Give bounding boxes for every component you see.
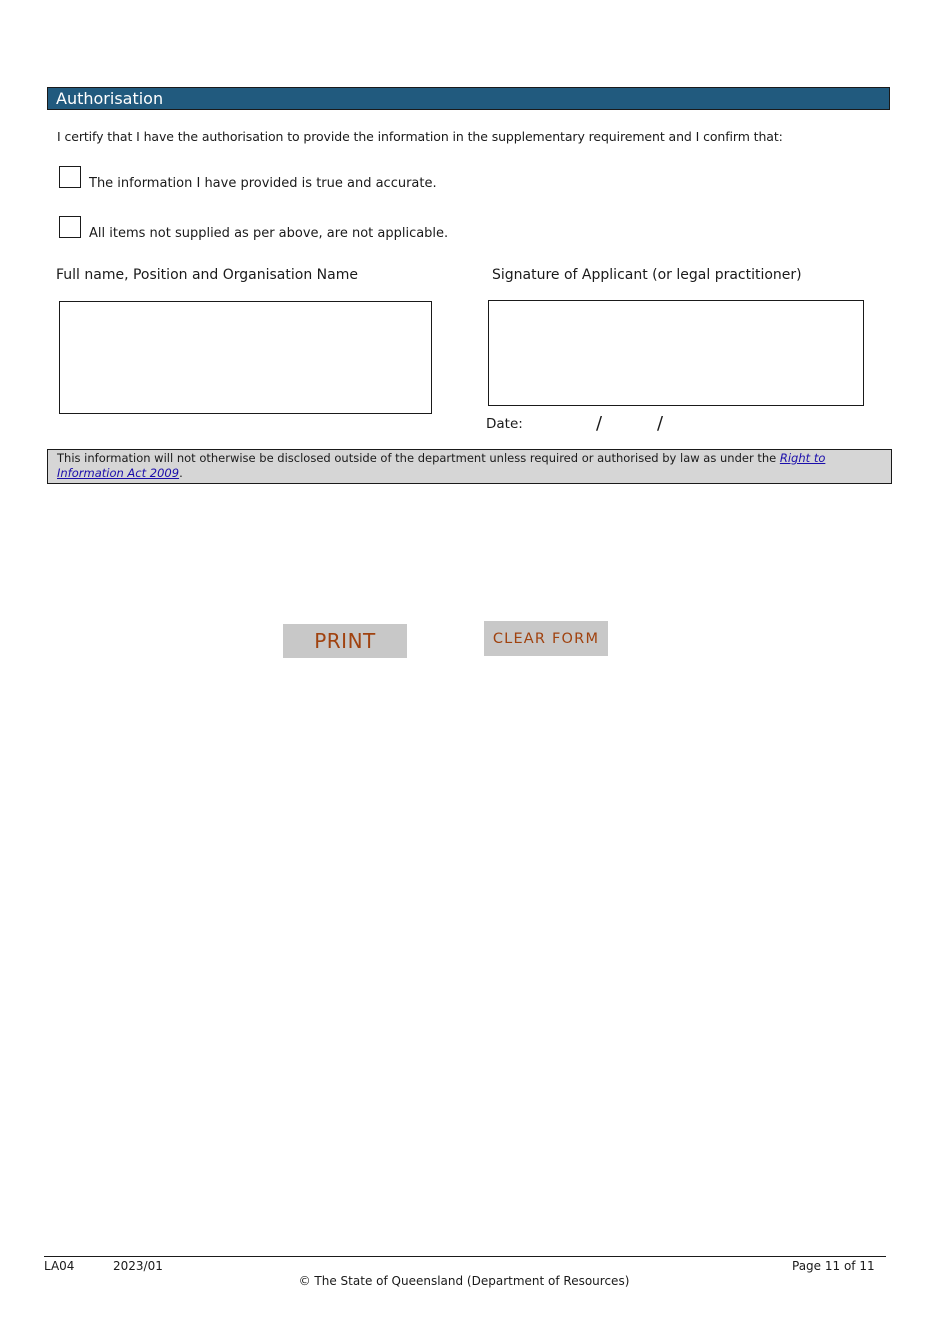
- form-code: LA04: [44, 1259, 75, 1273]
- privacy-notice: [47, 449, 892, 484]
- clear-form-button[interactable]: CLEAR FORM: [484, 621, 608, 656]
- print-button[interactable]: PRINT: [283, 624, 407, 658]
- privacy-notice-suffix: .: [179, 466, 183, 480]
- certification-statement: I certify that I have the authorisation to provide the information in the supplementary requirement and I confirm that:: [57, 129, 783, 144]
- checkbox-not-applicable-label: All items not supplied as per above, are not applicable.: [89, 226, 449, 241]
- privacy-notice-text: This information will not otherwise be disclosed outside of the department unless required or authorised by law as under the: [57, 451, 780, 465]
- section-title: Authorisation: [56, 89, 164, 108]
- footer-divider: [44, 1256, 886, 1257]
- signature-input[interactable]: [488, 300, 864, 406]
- date-month-input[interactable]: [606, 412, 656, 434]
- checkbox-true-accurate[interactable]: [59, 166, 81, 188]
- page-number: Page 11 of 11: [792, 1259, 875, 1273]
- date-label: Date:: [486, 416, 523, 432]
- date-year-input[interactable]: [667, 412, 737, 434]
- checkbox-true-accurate-label: The information I have provided is true and accurate.: [89, 176, 437, 191]
- copyright-notice: © The State of Queensland (Department of Resources): [298, 1274, 630, 1288]
- date-separator: /: [596, 413, 603, 434]
- name-field-label: Full name, Position and Organisation Name: [56, 267, 358, 283]
- right-to-information-link[interactable]: Right to Information Act 2009: [57, 451, 826, 480]
- date-day-input[interactable]: [525, 412, 593, 434]
- date-separator: /: [657, 413, 664, 434]
- checkbox-not-applicable[interactable]: [59, 216, 81, 238]
- form-version: 2023/01: [113, 1259, 163, 1273]
- section-header: [47, 87, 890, 110]
- signature-field-label: Signature of Applicant (or legal practitioner): [492, 267, 802, 283]
- name-position-organisation-input[interactable]: [59, 301, 432, 414]
